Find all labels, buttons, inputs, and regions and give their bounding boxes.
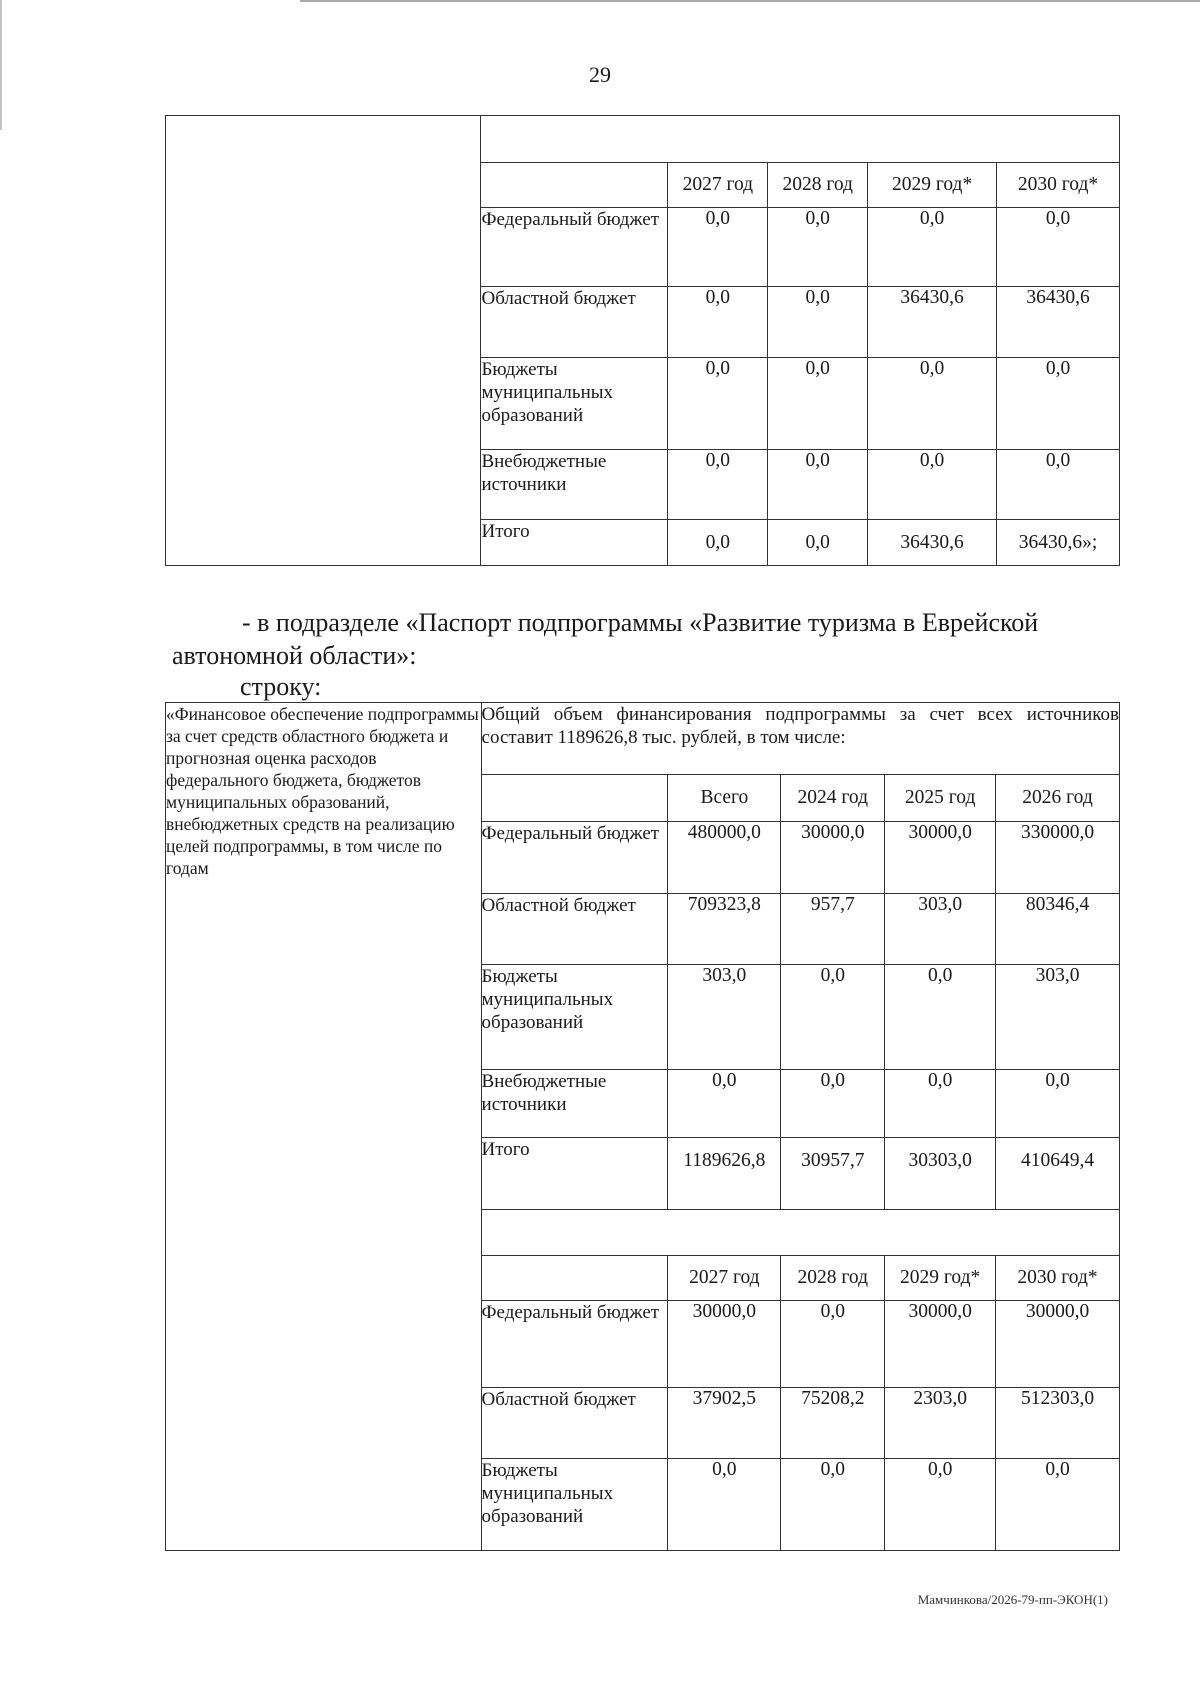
top-financing-table (165, 115, 1120, 566)
document-footer: Мамчинкова/2026-79-пп-ЭКОН(1) (917, 1592, 1108, 1607)
row-label: Областной бюджет (481, 1388, 668, 1459)
cell-value: 36430,6 (868, 520, 997, 566)
cell-value: 30303,0 (885, 1138, 996, 1210)
row-label: Федеральный бюджет (481, 208, 668, 287)
cell-value: 0,0 (868, 208, 997, 287)
column-header: 2028 год (768, 163, 868, 208)
cell-value: 303,0 (668, 965, 781, 1070)
cell-value: 0,0 (997, 208, 1120, 287)
cell-value: 36430,6»; (997, 520, 1120, 566)
cell-value: 0,0 (781, 1459, 885, 1551)
top-table-blank-row (481, 116, 1120, 163)
column-header: Всего (668, 775, 781, 822)
row-label: Внебюджетные источники (481, 1070, 668, 1138)
row-label: Итого (481, 1138, 668, 1210)
cell-value: 30000,0 (885, 822, 996, 894)
cell-value: 0,0 (781, 965, 885, 1070)
cell-value: 30000,0 (668, 1301, 781, 1388)
cell-value: 410649,4 (996, 1138, 1120, 1210)
cell-value: 330000,0 (996, 822, 1120, 894)
column-header: 2028 год (781, 1256, 885, 1301)
column-header: 2030 год* (997, 163, 1120, 208)
row-label: Федеральный бюджет (481, 1301, 668, 1388)
cell-value: 0,0 (668, 287, 768, 358)
row-label: Областной бюджет (481, 287, 668, 358)
cell-value: 0,0 (668, 1459, 781, 1551)
cell-value: 0,0 (768, 287, 868, 358)
cell-value: 0,0 (997, 450, 1120, 520)
cell-value: 2303,0 (885, 1388, 996, 1459)
subsection-paragraph: - в подразделе «Паспорт подпрограммы «Развитие туризма в Еврейской автономной области»: (172, 608, 1039, 670)
cell-value: 75208,2 (781, 1388, 885, 1459)
row-label: Бюджеты муниципальных образований (481, 965, 668, 1070)
cell-value: 30000,0 (885, 1301, 996, 1388)
row-label: Федеральный бюджет (481, 822, 668, 894)
cell-value: 0,0 (768, 208, 868, 287)
column-header: 2030 год* (996, 1256, 1120, 1301)
cell-value: 0,0 (668, 208, 768, 287)
cell-value: 709323,8 (668, 894, 781, 965)
separator-row (481, 1210, 1119, 1256)
cell-value: 957,7 (781, 894, 885, 965)
row-label: Внебюджетные источники (481, 450, 668, 520)
cell-value: 0,0 (885, 965, 996, 1070)
row-label: Бюджеты муниципальных образований (481, 358, 668, 450)
column-header: 2027 год (668, 1256, 781, 1301)
cell-value: 303,0 (996, 965, 1120, 1070)
top-table-left-cell (166, 116, 481, 566)
row-label: Областной бюджет (481, 894, 668, 965)
cell-value: 0,0 (768, 358, 868, 450)
cell-value: 0,0 (668, 358, 768, 450)
cell-value: 512303,0 (996, 1388, 1120, 1459)
top-table-header-empty (481, 163, 668, 208)
cell-value: 0,0 (668, 520, 768, 566)
cell-value: 480000,0 (668, 822, 781, 894)
column-header: 2024 год (781, 775, 885, 822)
financing-summary: Общий объем финансирования подпрограммы за счет всех источников составит 1189626,8 тыс. рублей, в том числе: (481, 703, 1119, 775)
page-number: 29 (589, 62, 611, 87)
cell-value: 0,0 (668, 1070, 781, 1138)
cell-value: 0,0 (997, 358, 1120, 450)
cell-value: 0,0 (868, 450, 997, 520)
cell-value: 80346,4 (996, 894, 1120, 965)
column-header: 2027 год (668, 163, 768, 208)
cell-value: 0,0 (768, 450, 868, 520)
financing-description: «Финансовое обеспечение подпрограммы за счет средств областного бюджета и прогнозная оценка расходов федерального бюджета, бюджетов муниципальных образований, внебюджетных средств на реализацию целей подпрограммы, в том числе по годам (166, 703, 482, 1551)
cell-value: 0,0 (781, 1070, 885, 1138)
cell-value: 0,0 (668, 450, 768, 520)
cell-value: 30957,7 (781, 1138, 885, 1210)
cell-value: 0,0 (996, 1459, 1120, 1551)
cell-value: 1189626,8 (668, 1138, 781, 1210)
cell-value: 0,0 (885, 1070, 996, 1138)
column-header: 2029 год* (868, 163, 997, 208)
cell-value: 30000,0 (996, 1301, 1120, 1388)
sub1-header-empty (481, 775, 668, 822)
row-label: Бюджеты муниципальных образований (481, 1459, 668, 1551)
sub2-header-empty (481, 1256, 668, 1301)
cell-value: 0,0 (768, 520, 868, 566)
cell-value: 303,0 (885, 894, 996, 965)
cell-value: 0,0 (868, 358, 997, 450)
column-header: 2029 год* (885, 1256, 996, 1301)
cell-value: 36430,6 (997, 287, 1120, 358)
row-label: Итого (481, 520, 668, 566)
cell-value: 30000,0 (781, 822, 885, 894)
cell-value: 0,0 (781, 1301, 885, 1388)
column-header: 2026 год (996, 775, 1120, 822)
subprogram-financing-table (165, 702, 1120, 1551)
cell-value: 0,0 (885, 1459, 996, 1551)
scan-artifact-top (300, 0, 1200, 2)
column-header: 2025 год (885, 775, 996, 822)
cell-value: 0,0 (996, 1070, 1120, 1138)
stroke-label: строку: (240, 672, 322, 701)
cell-value: 37902,5 (668, 1388, 781, 1459)
cell-value: 36430,6 (868, 287, 997, 358)
